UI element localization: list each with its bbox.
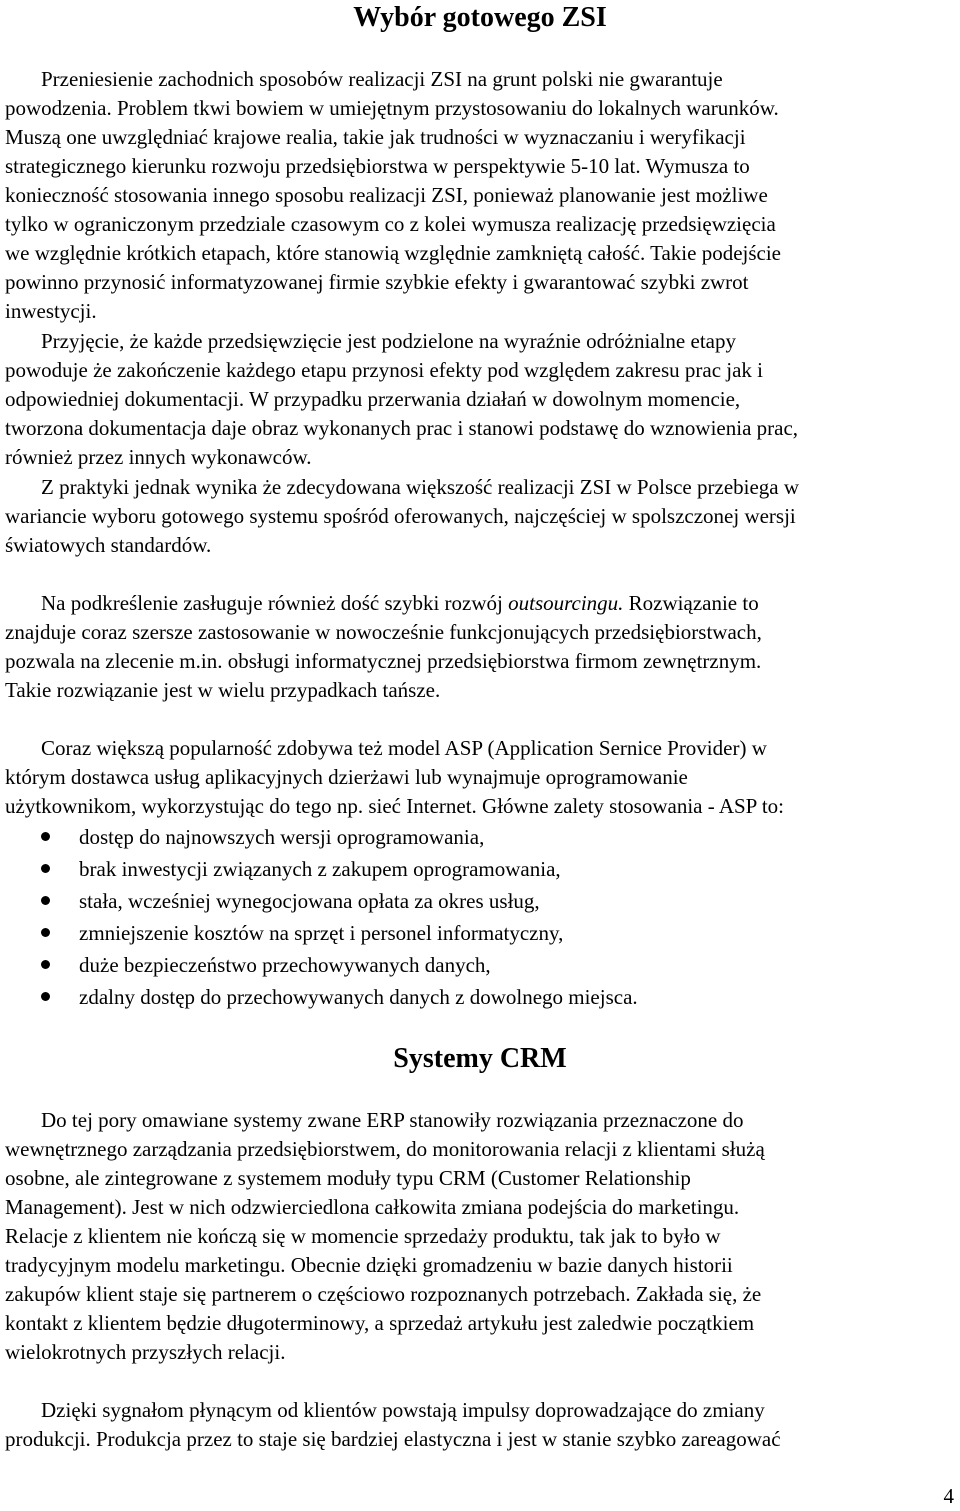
asp-advantages-list [5, 821, 955, 1013]
paragraph-customer-signals: Dzięki sygnałom płynącym od klientów powstają impulsy doprowadzające do zmiany produkcji. Produkcja przez to staje się bardziej elastyczna i jest w stanie szybko zareagować [5, 1398, 781, 1451]
bullet-icon [41, 928, 50, 937]
bullet-icon [41, 832, 50, 841]
list-item: zdalny dostęp do przechowywanych danych z dowolnego miejsca. [5, 981, 955, 1013]
list-item: brak inwestycji związanych z zakupem oprogramowania, [5, 853, 955, 885]
paragraph-practice: Z praktyki jednak wynika że zdecydowana większość realizacji ZSI w Polsce przebiega w wariancie wyboru gotowego systemu spośród oferowanych, najczęściej w spolszczonej wersji światowych standardów. [5, 475, 800, 557]
page-number: 4 [943, 1484, 954, 1508]
list-item: duże bezpieczeństwo przechowywanych danych, [5, 949, 955, 981]
section-title-zsi: Wybór gotowego ZSI [353, 2, 607, 33]
bullet-icon [41, 992, 50, 1001]
list-item: zmniejszenie kosztów na sprzęt i personel informatyczny, [5, 917, 955, 949]
list-item: stała, wcześniej wynegocjowana opłata za okres usług, [5, 885, 955, 917]
list-item: dostęp do najnowszych wersji oprogramowania, [5, 821, 955, 853]
paragraph-asp-model: Coraz większą popularność zdobywa też model ASP (Application Sernice Provider) w którym dostawca usług aplikacyjnych dzierżawi lub wynajmuje oprogramowanie użytkownikom, wykorzystując do tego np. sieć Internet. Główne zalety stosowania - ASP to: [5, 736, 784, 818]
paragraph-outsourcing: Na podkreślenie zasługuje również dość szybki rozwój outsourcingu. Rozwiązanie to znajduje coraz szersze zastosowanie w nowocześnie funkcjonujących przedsiębiorstwach, pozwala na zlecenie m.in. obsługi informatycznej przedsiębiorstwa firmom zewnętrznym. Takie rozwiązanie jest w wielu przypadkach tańsze. [5, 591, 762, 702]
bullet-icon [41, 864, 50, 873]
emphasis-outsourcing: outsourcingu. [508, 591, 624, 615]
paragraph-stages: Przyjęcie, że każde przedsięwzięcie jest podzielone na wyraźnie odróżnialne etapy powoduje że zakończenie każdego etapu przynosi efekty pod względem zakresu prac jak i odpowiedniej dokumentacji. W przypadku przerwania działań w dowolnym momencie, tworzona dokumentacja daje obraz wykonanych prac i stanowi podstawę do wznowienia prac, również przez innych wykonawców. [5, 329, 799, 469]
bullet-icon [41, 960, 50, 969]
paragraph-zsi-intro: Przeniesienie zachodnich sposobów realizacji ZSI na grunt polski nie gwarantuje powodzenia. Problem tkwi bowiem w umiejętnym przystosowaniu do lokalnych warunków. Muszą one uwzględniać krajowe realia, takie jak trudności w wyznaczaniu i weryfikacji strategicznego kierunku rozwoju przedsiębiorstwa w perspektywie 5-10 lat. Wymusza to konieczność stosowania innego sposobu realizacji ZSI, ponieważ planowanie jest możliwe tylko w ograniczonym przedziale czasowym co z kolei wymusza realizację przedsięwzięcia we względnie krótkich etapach, które stanowią względnie zamkniętą całość. Takie podejście powinno przynosić informatyzowanej firmie szybkie efekty i gwarantować szybki zwrot inwestycji. [5, 67, 781, 323]
section-title-crm: Systemy CRM [393, 1043, 567, 1074]
paragraph-crm-intro: Do tej pory omawiane systemy zwane ERP stanowiły rozwiązania przeznaczone do wewnętrznego zarządzania przedsiębiorstwem, do monitorowania relacji z klientami służą osobne, ale zintegrowane z systemem moduły typu CRM (Customer Relationship Management). Jest w nich odzwierciedlona całkowita zmiana podejścia do marketingu. Relacje z klientem nie kończą się w momencie sprzedaży produktu, tak jak to było w tradycyjnym modelu marketingu. Obecnie dzięki gromadzeniu w bazie danych historii zakupów klient staje się partnerem o częściowo rozpoznanych potrzebach. Zakłada się, że kontakt z klientem będzie długoterminowy, a sprzedaż artykułu jest zaledwie początkiem wielokrotnych przyszłych relacji. [5, 1108, 765, 1364]
bullet-icon [41, 896, 50, 905]
